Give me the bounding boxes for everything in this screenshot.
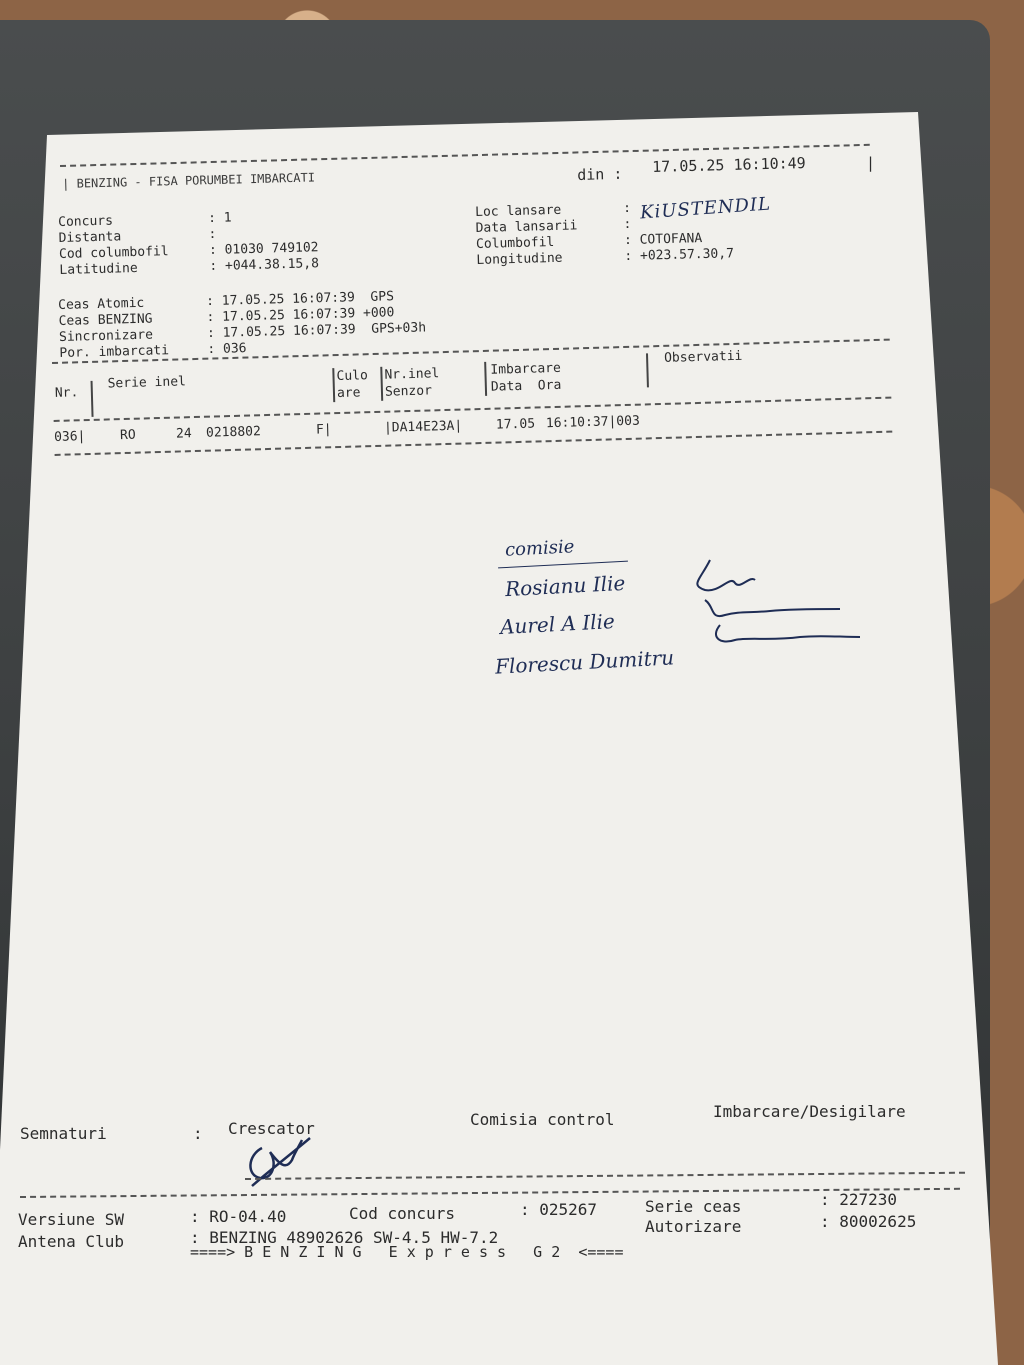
header-nr: Nr. <box>54 385 79 401</box>
culoare-divider <box>380 367 383 401</box>
columbofil-label: Columbofil <box>475 234 555 252</box>
table-top-separator <box>52 339 890 364</box>
ceas-benzing-value: : 17.05.25 16:07:39 +000 <box>206 305 395 326</box>
row-nr: 036| <box>53 429 86 445</box>
crescator-label: Crescator <box>228 1119 315 1138</box>
handwritten-comisie-title: comisie <box>504 536 575 561</box>
header-imbarcare: Imbarcare Data Ora <box>490 360 562 395</box>
row-sex: F| <box>315 422 332 438</box>
row-tara: RO <box>119 427 136 444</box>
data-lansarii-label: Data lansarii <box>475 218 578 236</box>
ceas-benzing-label: Ceas BENZING <box>58 311 153 329</box>
row-data: 17.05 <box>495 416 536 433</box>
commission-member: Rosianu Ilie <box>504 570 626 602</box>
header-end-bar: | <box>866 154 876 172</box>
row-ora: 16:10:37|003 <box>545 413 641 432</box>
commission-signatures <box>680 545 870 675</box>
cod-columbofil-label: Cod columbofil <box>58 244 169 262</box>
columbofil-value: : COTOFANA <box>623 231 703 249</box>
por-imbarcati-value: : 036 <box>207 341 247 358</box>
senzor-divider <box>484 362 487 396</box>
antena-club-value: : BENZING 48902626 SW-4.5 HW-7.2 <box>190 1228 499 1247</box>
versiune-sw-label: Versiune SW <box>18 1210 124 1229</box>
autorizare-label: Autorizare <box>645 1217 742 1236</box>
header-culoare: Culo are <box>336 368 369 402</box>
antena-club-label: Antena Club <box>18 1232 124 1251</box>
latitudine-value: : +044.38.15,8 <box>209 256 320 275</box>
loc-lansare-label: Loc lansare <box>475 202 562 220</box>
concurs-label: Concurs <box>58 213 114 230</box>
concurs-value: : 1 <box>207 210 232 227</box>
sincronizare-value: : 17.05.25 16:07:39 GPS+03h <box>206 320 427 342</box>
data-lansarii-value: : <box>623 216 632 233</box>
header-nr-inel-senzor: Nr.inel Senzor <box>384 366 440 400</box>
comisia-control-label: Comisia control <box>470 1110 615 1129</box>
ceas-atomic-value: : 17.05.25 16:07:39 GPS <box>205 289 395 310</box>
handwritten-loc-lansare: KiUSTENDIL <box>639 193 772 224</box>
semnaturi-label: Semnaturi <box>20 1124 107 1143</box>
distanta-value: : <box>208 226 217 243</box>
semnaturi-colon: : <box>193 1124 203 1143</box>
cod-concurs-value: : 025267 <box>520 1200 598 1219</box>
longitudine-label: Longitudine <box>476 250 563 268</box>
footer-separator-top <box>245 1172 965 1180</box>
crescator-signature <box>240 1130 320 1195</box>
document-title: | BENZING - FISA PORUMBEI IMBARCATI <box>62 170 316 191</box>
loc-lansare-value: : <box>622 200 632 217</box>
row-senzor: |DA14E23A| <box>383 418 463 436</box>
date-label: din : <box>577 164 623 184</box>
serie-divider <box>332 368 335 402</box>
row-serie: 0218802 <box>205 424 262 441</box>
autorizare-value: : 80002625 <box>820 1212 917 1231</box>
distanta-label: Distanta <box>58 229 122 246</box>
imbarcare-desigilare-label: Imbarcare/Desigilare <box>713 1102 906 1121</box>
commission-member: Aurel A Ilie <box>499 609 616 639</box>
imbarcare-divider <box>646 353 649 387</box>
row-an: 24 <box>175 426 192 442</box>
longitudine-value: : +023.57.30,7 <box>624 246 735 265</box>
cod-columbofil-value: : 01030 749102 <box>208 240 319 259</box>
ceas-atomic-label: Ceas Atomic <box>58 295 145 313</box>
versiune-sw-value: : RO-04.40 <box>190 1207 287 1226</box>
date-value: 17.05.25 16:10:49 <box>652 153 806 176</box>
footer-separator-bottom <box>20 1188 960 1198</box>
latitudine-label: Latitudine <box>59 260 138 278</box>
benzing-express-banner: ====> B E N Z I N G E x p r e s s G 2 <==== <box>190 1243 624 1261</box>
sincronizare-label: Sincronizare <box>58 327 154 345</box>
pigeon-table <box>52 339 895 482</box>
header-serie-inel: Serie inel <box>107 374 187 392</box>
serie-ceas-value: : 227230 <box>820 1190 898 1209</box>
por-imbarcati-label: Por. imbarcati <box>59 343 170 361</box>
comisie-underline <box>498 561 628 569</box>
commission-member: Florescu Dumitru <box>494 645 675 679</box>
cod-concurs-label: Cod concurs <box>349 1204 455 1223</box>
nr-divider <box>91 381 94 417</box>
header-observatii: Observatii <box>663 348 743 366</box>
serie-ceas-label: Serie ceas <box>645 1197 742 1216</box>
